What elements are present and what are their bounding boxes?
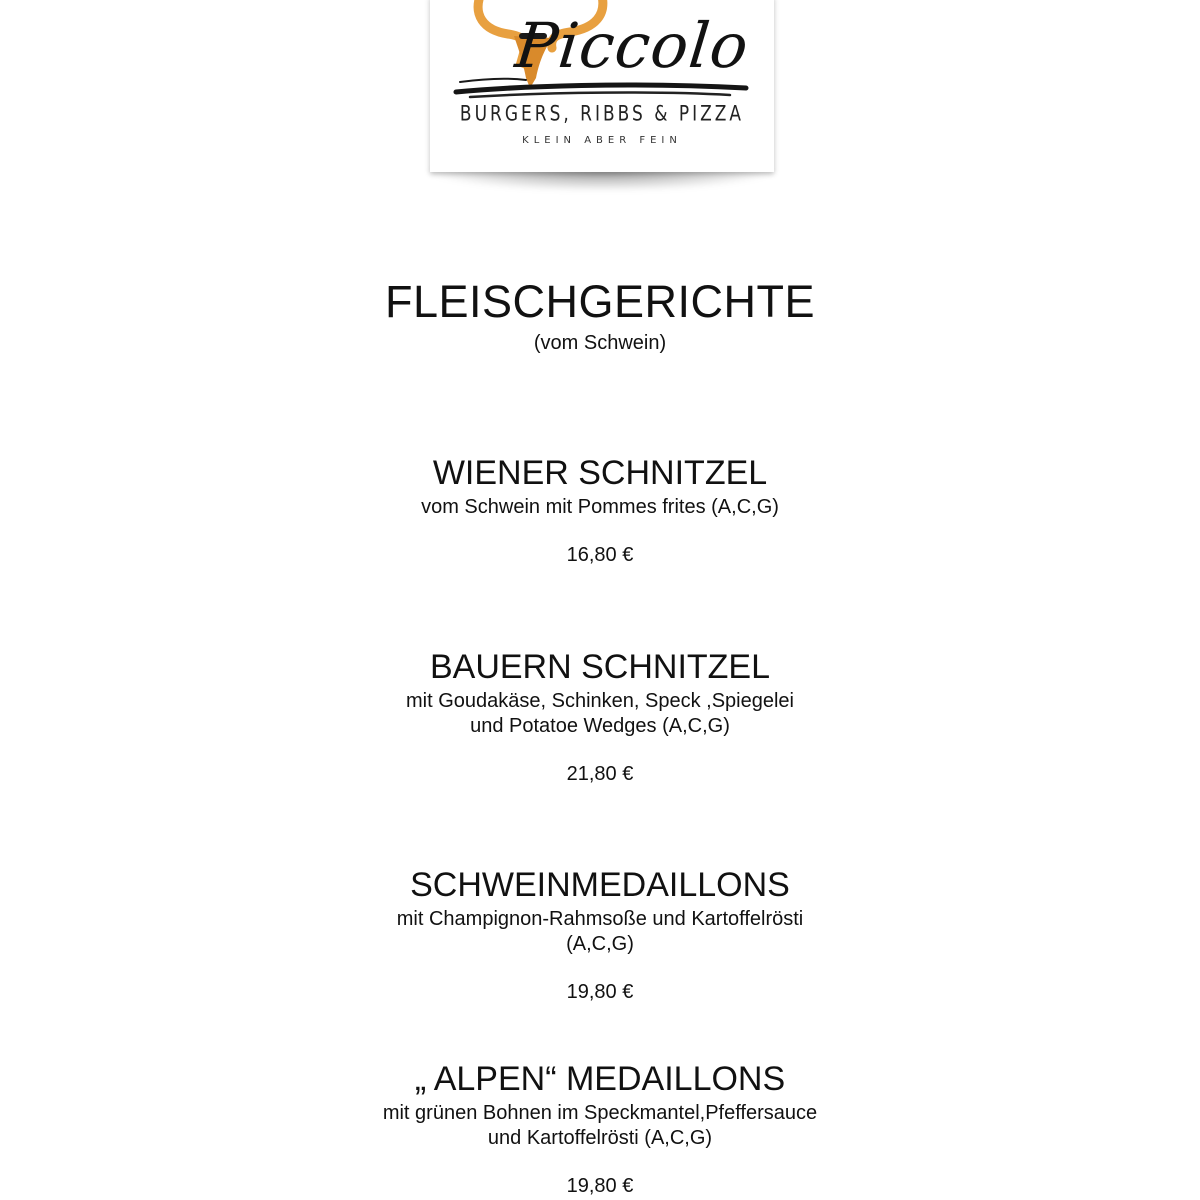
logo-wordmark: Piccolo (512, 9, 753, 82)
dish-name: WIENER SCHNITZEL (432, 454, 768, 492)
menu-item-alpen-medaillons (0, 1059, 1200, 1198)
menu-item-schweinmedaillons (0, 865, 1200, 1004)
page-subtitle: (vom Schwein) (533, 332, 667, 354)
logo-tagline: BURGERS, RIBBS & PIZZA (459, 101, 745, 127)
dish-price: 16,80 € (566, 544, 634, 566)
page-title: FLEISCHGERICHTE (384, 276, 816, 327)
dish-description: vom Schwein mit Pommes frites (A,C,G) (421, 496, 779, 518)
logo-slogan: KLEIN ABER FEIN (522, 135, 682, 146)
logo (430, 0, 774, 172)
menu-item-wiener-schnitzel (0, 453, 1200, 567)
dish-name: SCHWEINMEDAILLONS (410, 866, 790, 904)
dish-description: mit grünen Bohnen im Speckmantel,Pfeffersauce und Kartoffelrösti (A,C,G) (382, 1102, 818, 1149)
menu-item-bauern-schnitzel (0, 647, 1200, 786)
dish-description: mit Goudakäse, Schinken, Speck ,Spiegelei und Potatoe Wedges (A,C,G) (406, 690, 794, 737)
dish-price: 19,80 € (566, 981, 634, 1003)
dish-description: mit Champignon-Rahmsoße und Kartoffelrösti (A,C,G) (396, 908, 804, 955)
dish-name: „ ALPEN“ MEDAILLONS (414, 1060, 786, 1098)
dish-price: 21,80 € (566, 763, 634, 785)
dish-price: 19,80 € (566, 1175, 634, 1197)
dish-name: BAUERN SCHNITZEL (429, 648, 771, 686)
